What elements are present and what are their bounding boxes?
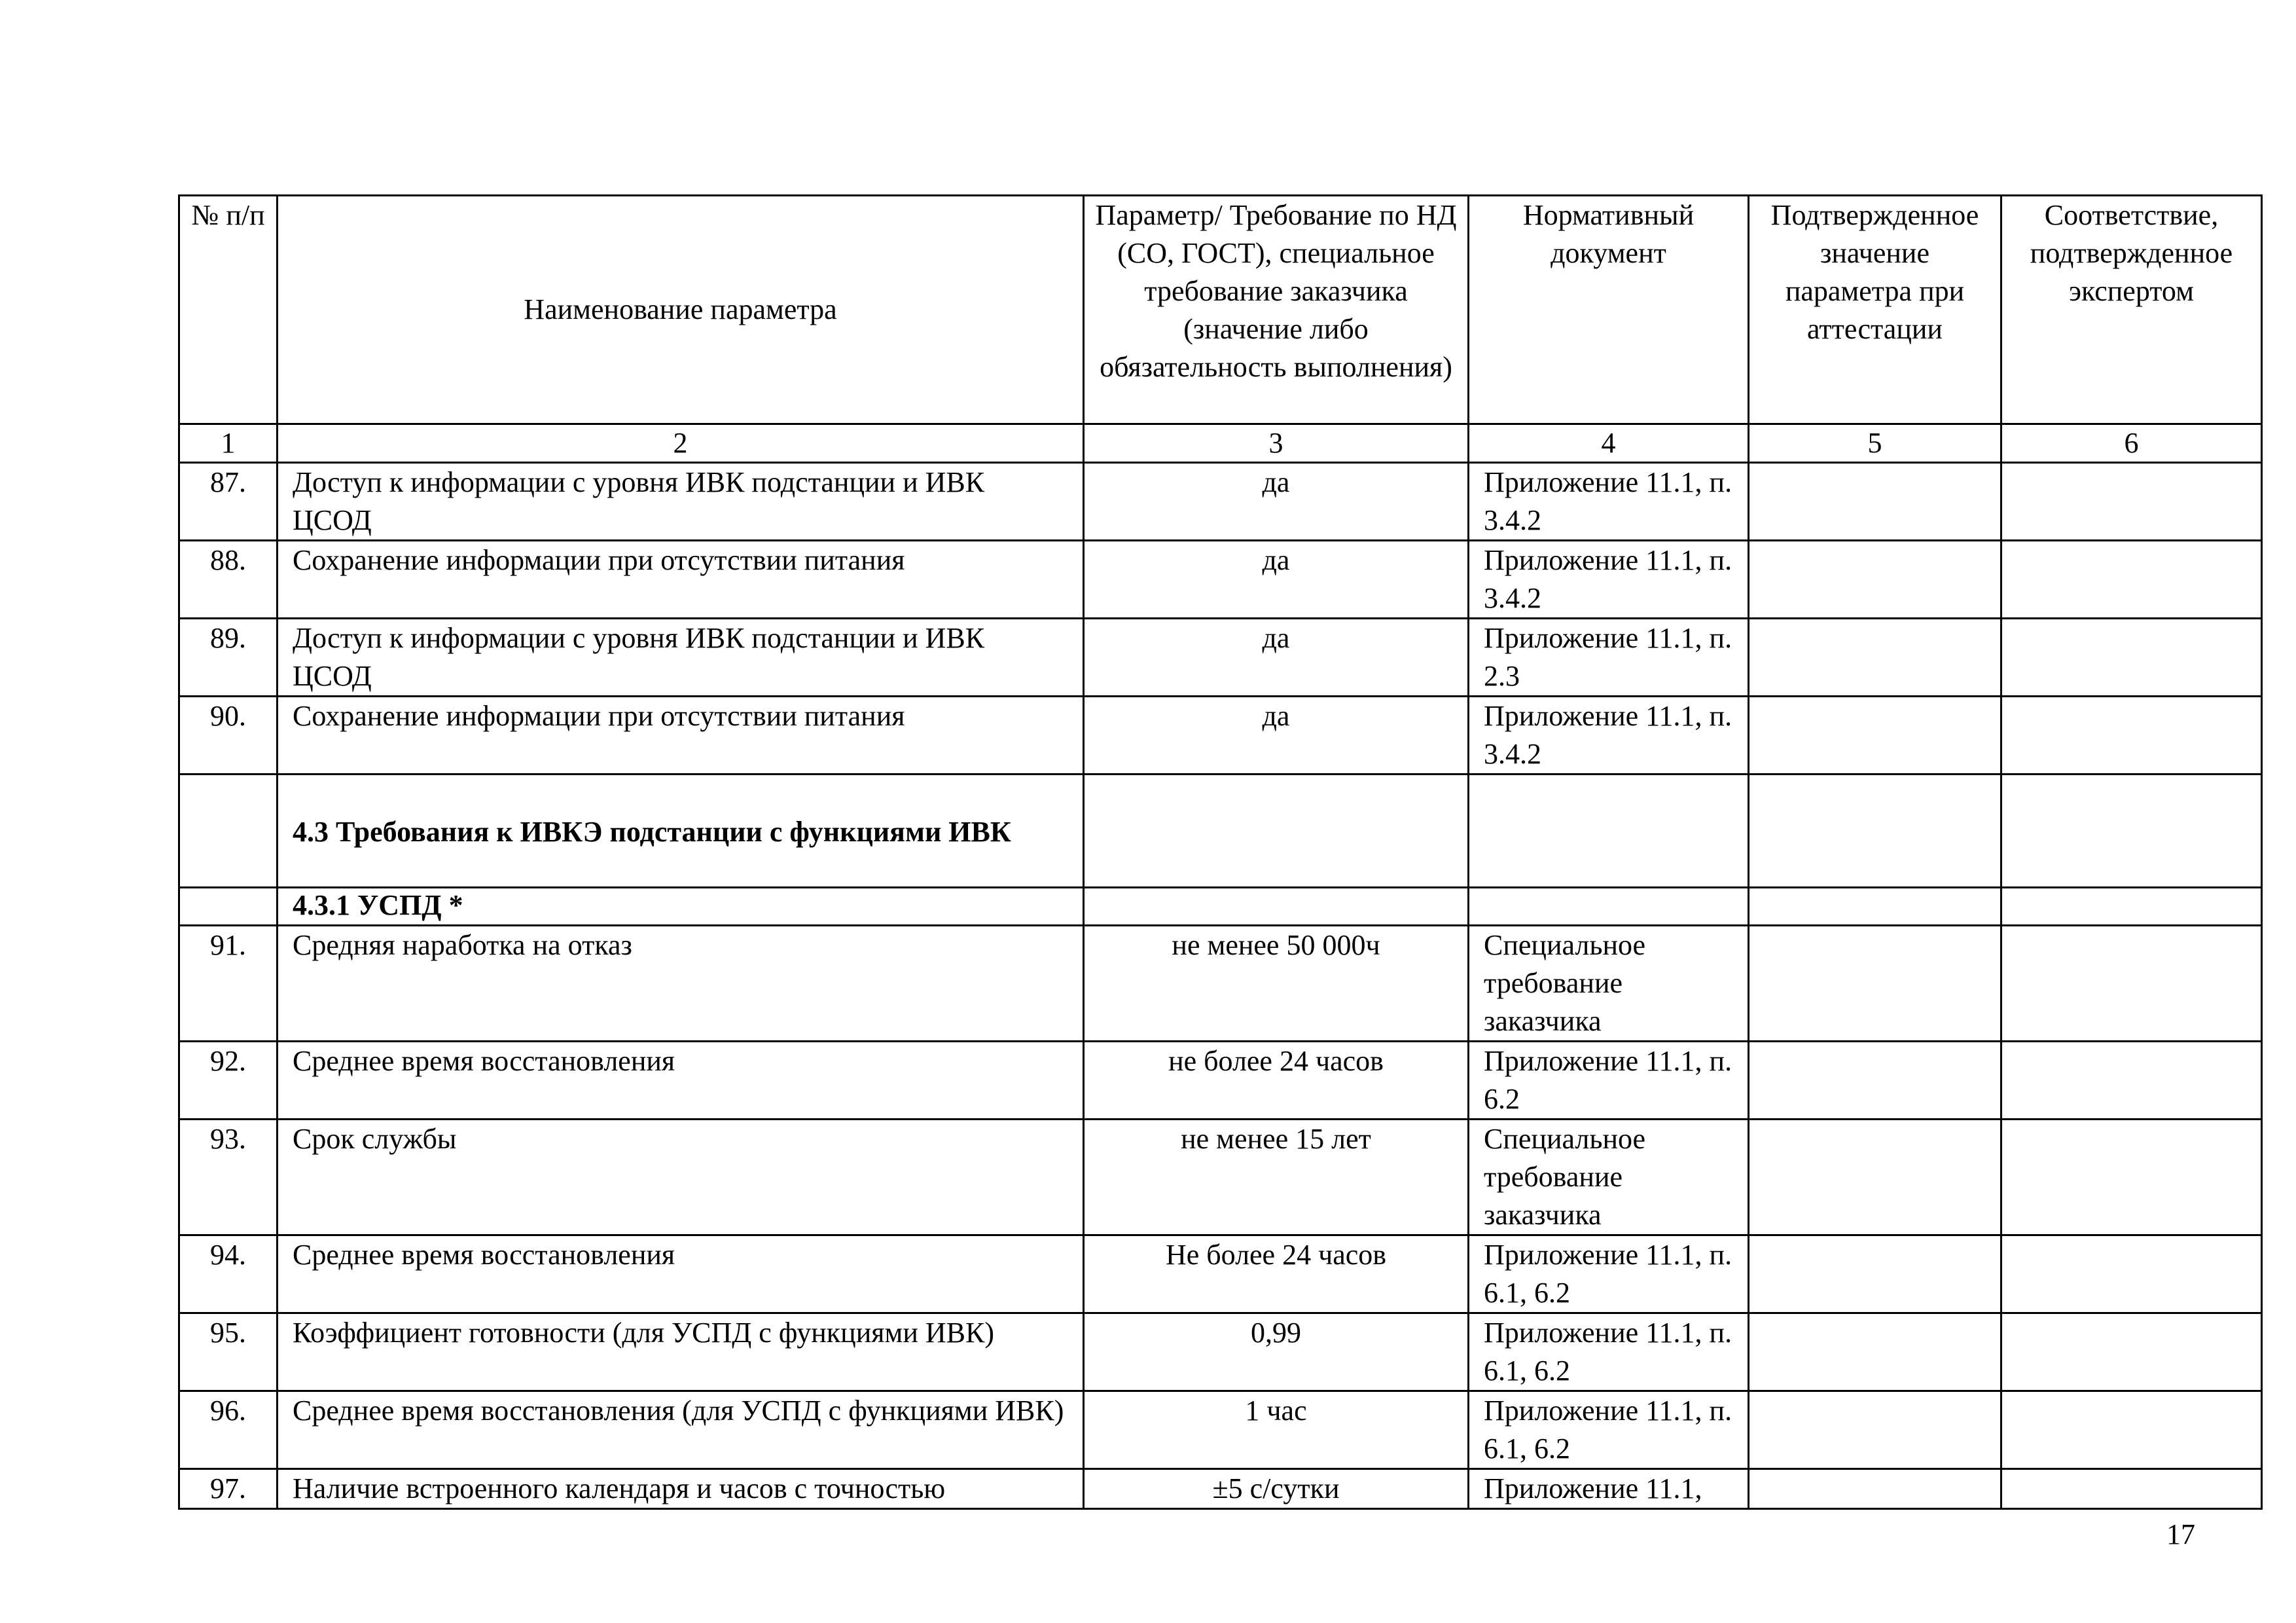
requirement-value: Не более 24 часов — [1084, 1235, 1469, 1313]
empty-cell — [2001, 888, 2262, 926]
normative-document: Приложение 11.1, п. 2.3 — [1469, 619, 1749, 697]
subsection-title: 4.3.1 УСПД * — [278, 888, 1084, 926]
confirmed-value — [1749, 619, 2001, 697]
row-number: 92. — [179, 1042, 278, 1120]
row-number: 87. — [179, 463, 278, 541]
row-number: 93. — [179, 1120, 278, 1235]
table-row — [179, 619, 2262, 697]
parameter-name: Средняя наработка на отказ — [278, 926, 1084, 1042]
normative-document: Приложение 11.1, п. 6.1, 6.2 — [1469, 1391, 1749, 1469]
requirement-value: 1 час — [1084, 1391, 1469, 1469]
expert-compliance — [2001, 1042, 2262, 1120]
row-number: 90. — [179, 697, 278, 775]
confirmed-value — [1749, 1391, 2001, 1469]
column-number: 3 — [1084, 424, 1469, 463]
subsection-row — [179, 888, 2262, 926]
requirement-value: ±5 с/сутки — [1084, 1469, 1469, 1509]
row-number: 95. — [179, 1313, 278, 1391]
requirement-value: да — [1084, 619, 1469, 697]
table-row — [179, 1042, 2262, 1120]
parameter-name: Среднее время восстановления (для УСПД с функциями ИВК) — [278, 1391, 1084, 1469]
normative-document: Приложение 11.1, п. 6.1, 6.2 — [1469, 1235, 1749, 1313]
normative-document: Приложение 11.1, п. 3.4.2 — [1469, 541, 1749, 619]
row-number: 89. — [179, 619, 278, 697]
column-number: 1 — [179, 424, 278, 463]
requirement-value: да — [1084, 541, 1469, 619]
normative-document: Приложение 11.1, п. 3.4.2 — [1469, 463, 1749, 541]
header-requirement: Параметр/ Требование по НД (СО, ГОСТ), специальное требование заказчика (значение либо обязательность выполнения) — [1084, 196, 1469, 424]
normative-document: Приложение 11.1, п. 6.2 — [1469, 1042, 1749, 1120]
empty-cell — [1469, 888, 1749, 926]
empty-cell — [2001, 775, 2262, 888]
requirement-value: не более 24 часов — [1084, 1042, 1469, 1120]
expert-compliance — [2001, 1120, 2262, 1235]
column-number: 6 — [2001, 424, 2262, 463]
expert-compliance — [2001, 619, 2262, 697]
empty-cell — [1749, 775, 2001, 888]
column-number: 2 — [278, 424, 1084, 463]
parameter-name: Доступ к информации с уровня ИВК подстанции и ИВК ЦСОД — [278, 463, 1084, 541]
parameter-name: Срок службы — [278, 1120, 1084, 1235]
table-row — [179, 463, 2262, 541]
row-number: 88. — [179, 541, 278, 619]
column-number: 5 — [1749, 424, 2001, 463]
requirement-value: не менее 15 лет — [1084, 1120, 1469, 1235]
section-title: 4.3 Требования к ИВКЭ подстанции с функциями ИВК — [278, 775, 1084, 888]
header-parameter-name: Наименование параметра — [278, 196, 1084, 424]
row-number: 96. — [179, 1391, 278, 1469]
parameter-name: Коэффициент готовности (для УСПД с функциями ИВК) — [278, 1313, 1084, 1391]
section-row — [179, 775, 2262, 888]
confirmed-value — [1749, 926, 2001, 1042]
table-row — [179, 1469, 2262, 1509]
expert-compliance — [2001, 926, 2262, 1042]
confirmed-value — [1749, 697, 2001, 775]
confirmed-value — [1749, 1235, 2001, 1313]
requirements-table — [178, 194, 2263, 1510]
empty-cell — [1084, 775, 1469, 888]
confirmed-value — [1749, 463, 2001, 541]
row-number: 97. — [179, 1469, 278, 1509]
empty-cell — [1749, 888, 2001, 926]
header-confirmed-value: Подтвержденное значение параметра при аттестации — [1749, 196, 2001, 424]
expert-compliance — [2001, 463, 2262, 541]
expert-compliance — [2001, 1391, 2262, 1469]
requirement-value: 0,99 — [1084, 1313, 1469, 1391]
empty-cell — [1469, 775, 1749, 888]
table-row — [179, 1391, 2262, 1469]
normative-document: Приложение 11.1, — [1469, 1469, 1749, 1509]
normative-document: Специальное требование заказчика — [1469, 1120, 1749, 1235]
header-row — [179, 196, 2262, 424]
parameter-name: Сохранение информации при отсутствии питания — [278, 541, 1084, 619]
expert-compliance — [2001, 1235, 2262, 1313]
table-row — [179, 541, 2262, 619]
page-number: 17 — [2166, 1518, 2195, 1550]
requirement-value: да — [1084, 697, 1469, 775]
expert-compliance — [2001, 1313, 2262, 1391]
empty-cell — [179, 888, 278, 926]
parameter-name: Доступ к информации с уровня ИВК подстанции и ИВК ЦСОД — [278, 619, 1084, 697]
confirmed-value — [1749, 1469, 2001, 1509]
table-row — [179, 1120, 2262, 1235]
confirmed-value — [1749, 1313, 2001, 1391]
normative-document: Приложение 11.1, п. 6.1, 6.2 — [1469, 1313, 1749, 1391]
parameter-name: Сохранение информации при отсутствии питания — [278, 697, 1084, 775]
header-number: № п/п — [179, 196, 278, 424]
row-number: 94. — [179, 1235, 278, 1313]
parameter-name: Наличие встроенного календаря и часов с точностью — [278, 1469, 1084, 1509]
confirmed-value — [1749, 1120, 2001, 1235]
empty-cell — [1084, 888, 1469, 926]
table-row — [179, 1313, 2262, 1391]
normative-document: Специальное требование заказчика — [1469, 926, 1749, 1042]
parameter-name: Среднее время восстановления — [278, 1235, 1084, 1313]
table-row — [179, 926, 2262, 1042]
confirmed-value — [1749, 541, 2001, 619]
row-number: 91. — [179, 926, 278, 1042]
header-normative-document: Нормативный документ — [1469, 196, 1749, 424]
parameter-name: Среднее время восстановления — [278, 1042, 1084, 1120]
empty-cell — [179, 775, 278, 888]
column-number: 4 — [1469, 424, 1749, 463]
requirement-value: не менее 50 000ч — [1084, 926, 1469, 1042]
expert-compliance — [2001, 541, 2262, 619]
expert-compliance — [2001, 697, 2262, 775]
header-expert-compliance: Соответствие, подтвержденное экспертом — [2001, 196, 2262, 424]
table-row — [179, 697, 2262, 775]
column-number-row — [179, 424, 2262, 463]
expert-compliance — [2001, 1469, 2262, 1509]
normative-document: Приложение 11.1, п. 3.4.2 — [1469, 697, 1749, 775]
confirmed-value — [1749, 1042, 2001, 1120]
requirement-value: да — [1084, 463, 1469, 541]
table-row — [179, 1235, 2262, 1313]
